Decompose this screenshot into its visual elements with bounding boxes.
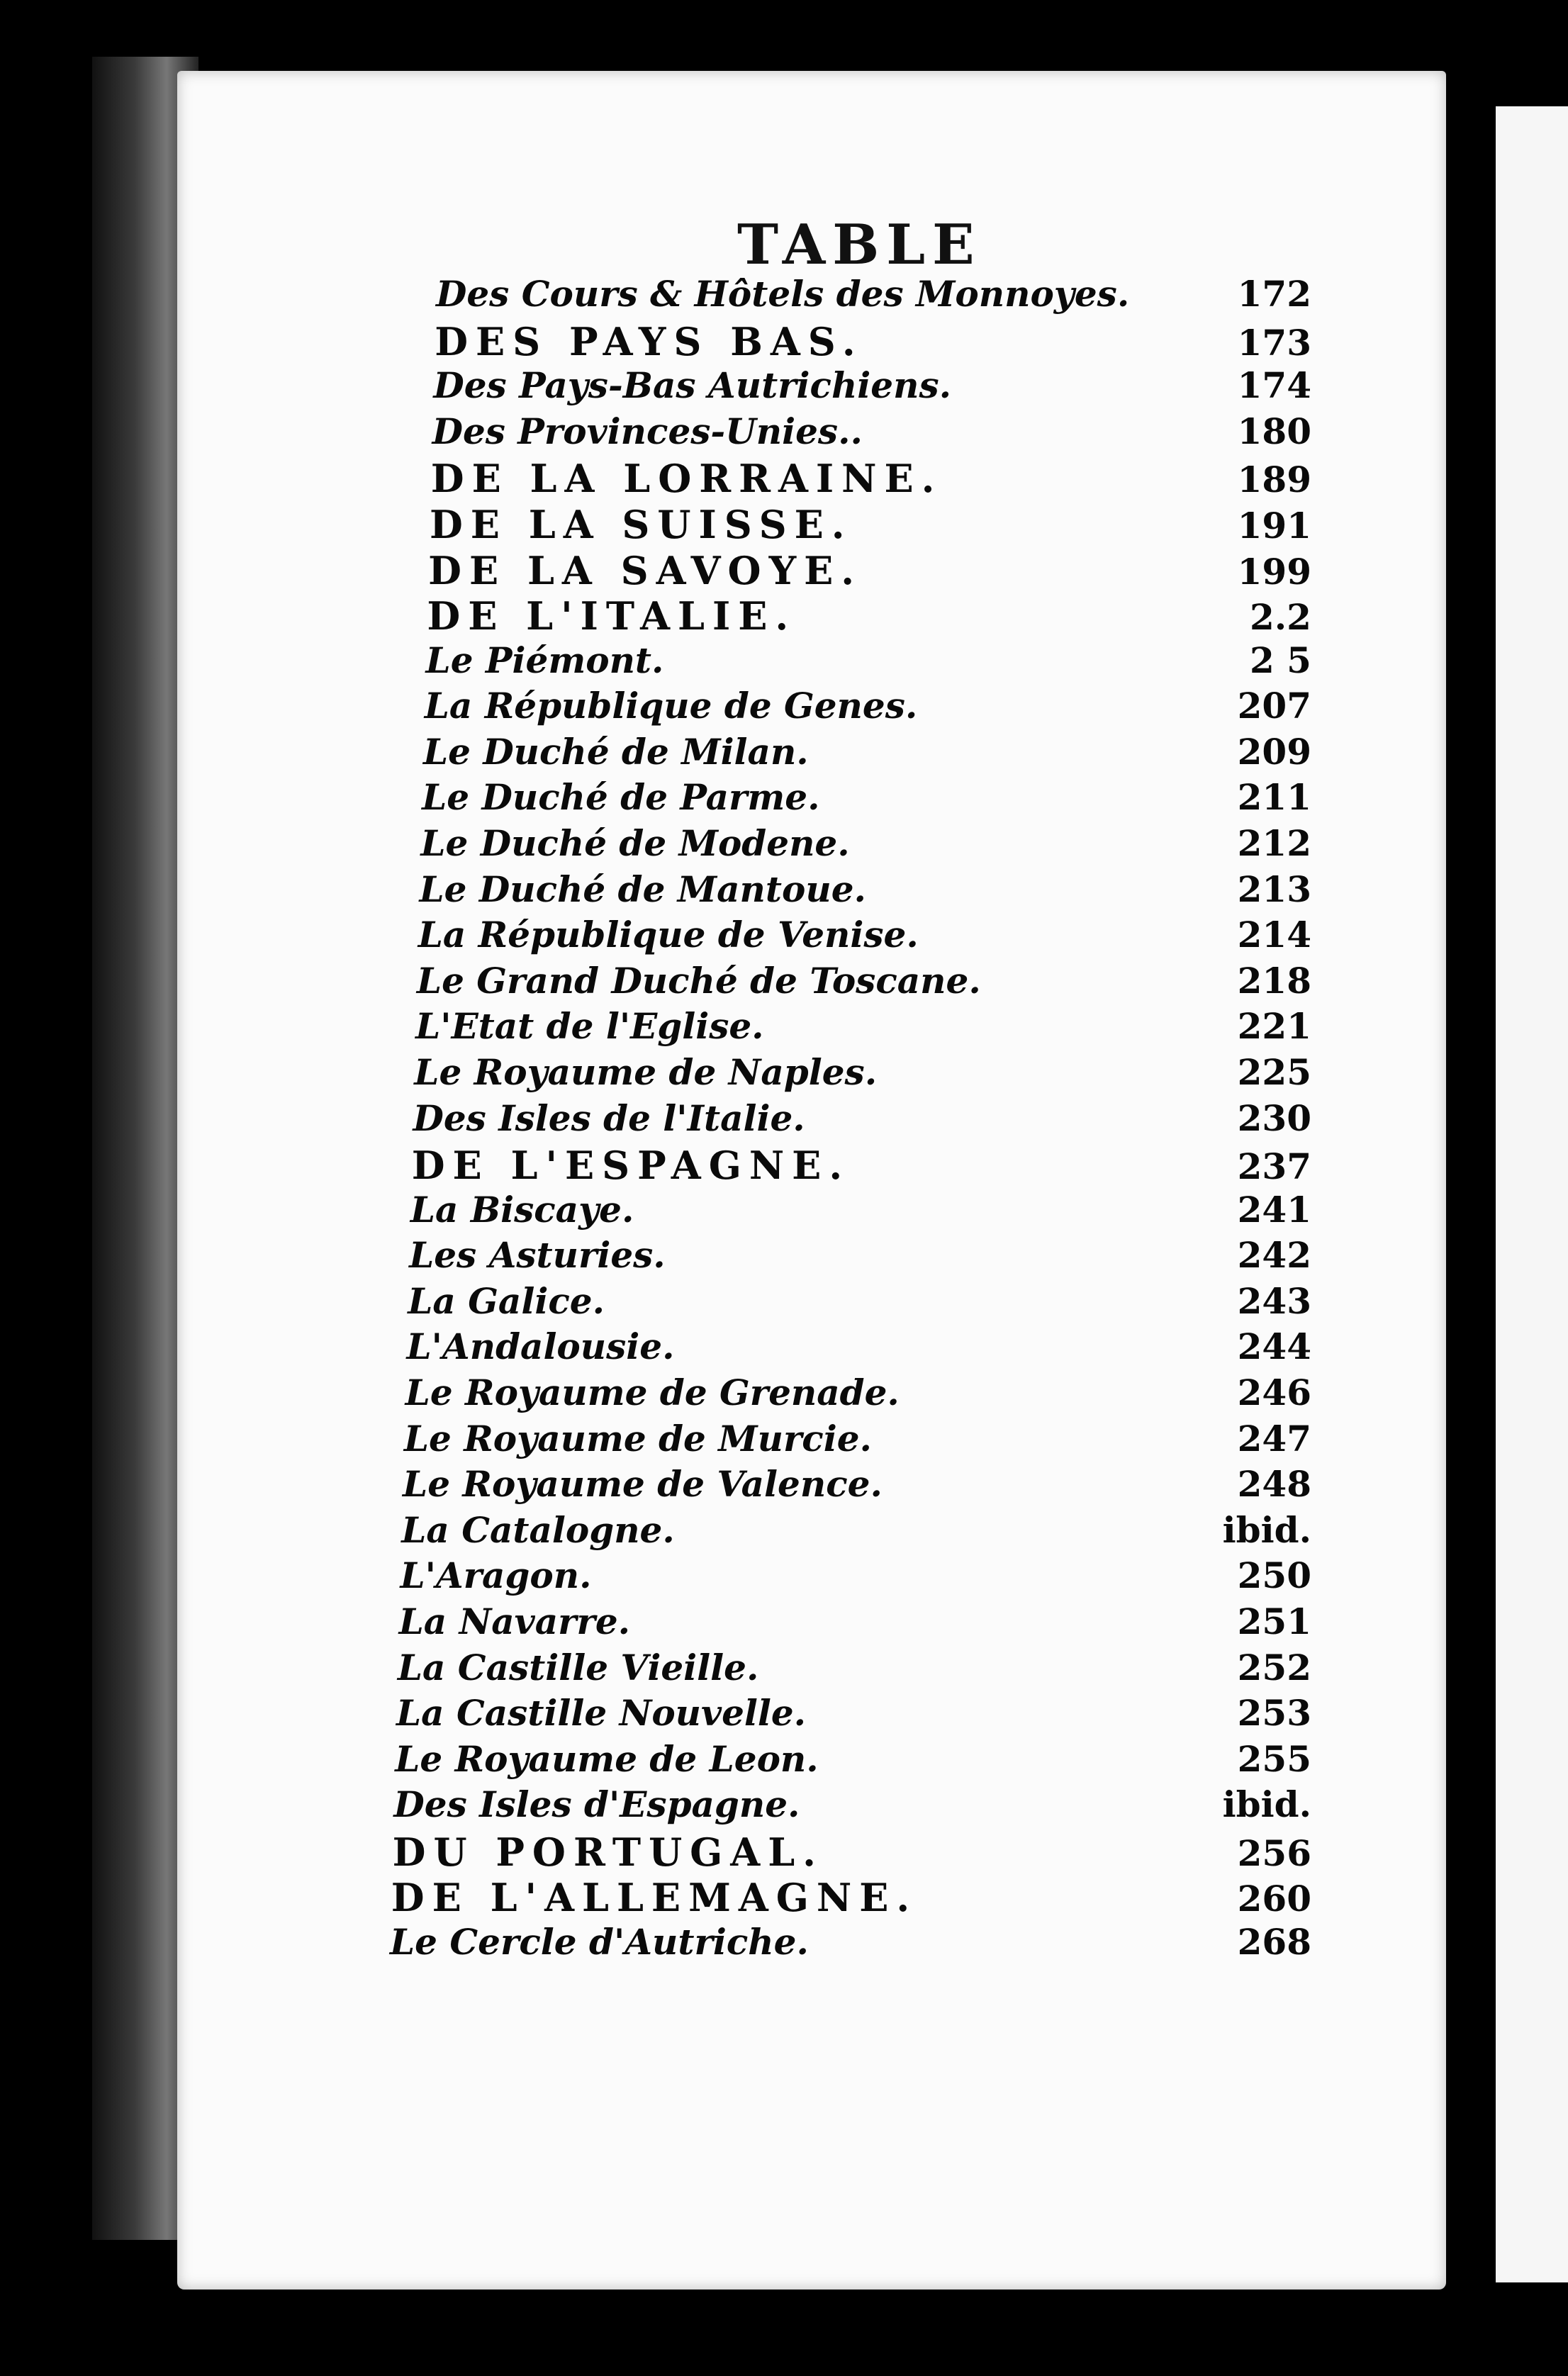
toc-entry-label: Le Royaume de Grenade. [405,1372,900,1413]
toc-entry-page: ibid. [1222,1783,1311,1826]
toc-entry-label: Des Pays-Bas Autrichiens. [433,364,952,407]
toc-entry-label: DE L'ALLEMAGNE. [391,1875,918,1921]
toc-entry [405,1372,1311,1411]
toc-entry-label: La Navarre. [398,1600,631,1642]
toc-entry-label: La République de Genes. [424,685,918,727]
toc-entry-label: La Catalogne. [401,1508,675,1551]
toc-entry-label: DE LA LORRAINE. [430,456,943,502]
toc-entry [414,1051,1311,1091]
toc-entry-page: 212 [1237,822,1311,864]
toc-entry-label: Le Royaume de Leon. [395,1737,819,1780]
toc-entry-page: 230 [1237,1097,1311,1139]
toc-entry-page: 248 [1237,1463,1311,1506]
toc-entry [416,959,1311,1002]
toc-entry [415,1005,1311,1048]
toc-entry-label: Le Duché de Mantoue. [419,868,866,910]
toc-entry-page: 207 [1237,685,1311,727]
toc-entry-page: 173 [1237,321,1311,364]
toc-entry-label: La Castille Nouvelle. [396,1692,807,1735]
toc-entry-page: 256 [1237,1832,1311,1874]
toc-entry [390,1921,1311,1961]
toc-entry-page: 247 [1237,1417,1311,1459]
toc-entry-page: 225 [1237,1050,1311,1093]
toc-entry-label: Le Duché de Modene. [420,822,850,864]
toc-entry-label: La Galice. [408,1279,605,1322]
toc-entry-page: 251 [1237,1600,1311,1642]
toc-entry [409,1234,1311,1277]
toc-entry [410,1188,1311,1231]
toc-entry [432,410,1311,450]
toc-entry [422,730,1311,773]
toc-entry [413,1097,1312,1137]
toc-entry-label: Le Cercle d'Autriche. [390,1921,809,1963]
toc-entry-label: Le Duché de Milan. [422,730,809,773]
toc-entry [401,1509,1311,1549]
toc-entry-page: 260 [1237,1878,1311,1920]
toc-entry [396,1692,1311,1735]
toc-entry-label: La Biscaye. [410,1188,634,1231]
toc-entry-page: 253 [1237,1692,1311,1735]
toc-entry-page: 244 [1237,1326,1311,1368]
toc-entry [392,1829,1311,1875]
toc-entry-label: DES PAYS BAS. [435,318,863,364]
toc-entry-label: DE LA SAVOYE. [428,547,863,593]
toc-entry [418,914,1311,956]
toc-entry-label: L'Aragon. [400,1554,592,1597]
toc-entry-page: 191 [1237,504,1311,547]
toc-entry-label: Des Provinces-Unies.. [432,410,863,452]
toc-entry-label: DE L'ITALIE. [427,593,797,639]
toc-entry [424,685,1311,727]
toc-entry-label: Le Piémont. [425,639,664,681]
toc-entry [435,318,1311,364]
toc-entry-page: 189 [1237,459,1311,501]
toc-entry-page: 209 [1237,730,1311,773]
toc-entry-page: 174 [1237,364,1311,407]
toc-entry-label: L'Andalousie. [406,1326,675,1368]
toc-entry [429,501,1311,547]
toc-entry-page: 243 [1237,1279,1311,1322]
toc-entry-page: 241 [1237,1188,1311,1231]
toc-entry-label: DE LA SUISSE. [429,501,853,547]
toc-entry [408,1280,1311,1320]
toc-entry-page: 252 [1237,1646,1311,1688]
toc-entry-page: 250 [1237,1554,1311,1597]
toc-entry-page: 218 [1237,959,1311,1002]
toc-entry-label: DU PORTUGAL. [392,1829,824,1875]
toc-entry [433,364,1311,407]
toc-entry [406,1326,1311,1368]
toc-entry [420,868,1311,908]
toc-entry [428,547,1311,593]
toc-entry-page: 213 [1237,868,1311,910]
toc-entry-page: 214 [1237,914,1311,956]
toc-entry-page: 255 [1237,1737,1311,1780]
toc-entry [404,1418,1311,1457]
toc-entry-label: Des Isles de l'Italie. [413,1097,805,1139]
toc-entry-label: Le Royaume de Valence. [403,1463,883,1506]
toc-entry-page: 2.2 [1249,596,1311,639]
toc-entry-label: Le Royaume de Murcie. [403,1417,872,1459]
toc-entry [400,1554,1311,1597]
toc-entry [393,1783,1311,1826]
toc-entry-label: La République de Venise. [418,914,919,956]
toc-entry [403,1463,1311,1506]
toc-entry-page: 237 [1237,1145,1311,1188]
toc-entry [422,776,1311,819]
toc-entry-label: Le Grand Duché de Toscane. [416,959,981,1002]
toc-entry-page: 172 [1237,273,1311,315]
toc-entry-page: 268 [1237,1921,1311,1963]
toc-entry [427,593,1311,639]
toc-entry-page: 211 [1237,776,1311,819]
toc-entry [426,639,1311,679]
toc-entry [436,273,1311,313]
toc-entry [391,1875,1311,1921]
toc-entry-page: 180 [1237,410,1311,452]
toc-entry [411,1143,1311,1189]
toc-entry [395,1738,1311,1778]
toc-entry-page: 221 [1237,1005,1311,1048]
toc-entry-page: 2 5 [1249,639,1311,681]
toc-entry-label: Les Asturies. [409,1234,666,1277]
toc-entry-label: L'Etat de l'Eglise. [415,1005,764,1048]
toc-entry [399,1601,1311,1640]
toc-entry-label: Le Duché de Parme. [422,776,820,819]
toc-entry [420,822,1311,862]
toc-entry [430,456,1311,502]
toc-entry-page: 242 [1237,1234,1311,1277]
toc-entry-page: 199 [1237,550,1311,593]
toc-entry-page: ibid. [1222,1508,1311,1551]
toc-entry-label: Le Royaume de Naples. [414,1050,878,1093]
toc-entry-label: La Castille Vieille. [397,1646,759,1688]
toc-entry-label: Des Isles d'Espagne. [393,1783,800,1826]
toc-entry [398,1647,1311,1686]
toc-entry-label: DE L'ESPAGNE. [411,1143,851,1189]
page-heading: TABLE [737,213,982,277]
toc-entry-page: 246 [1237,1372,1311,1413]
toc-entry-label: Des Cours & Hôtels des Monnoyes. [436,273,1130,315]
